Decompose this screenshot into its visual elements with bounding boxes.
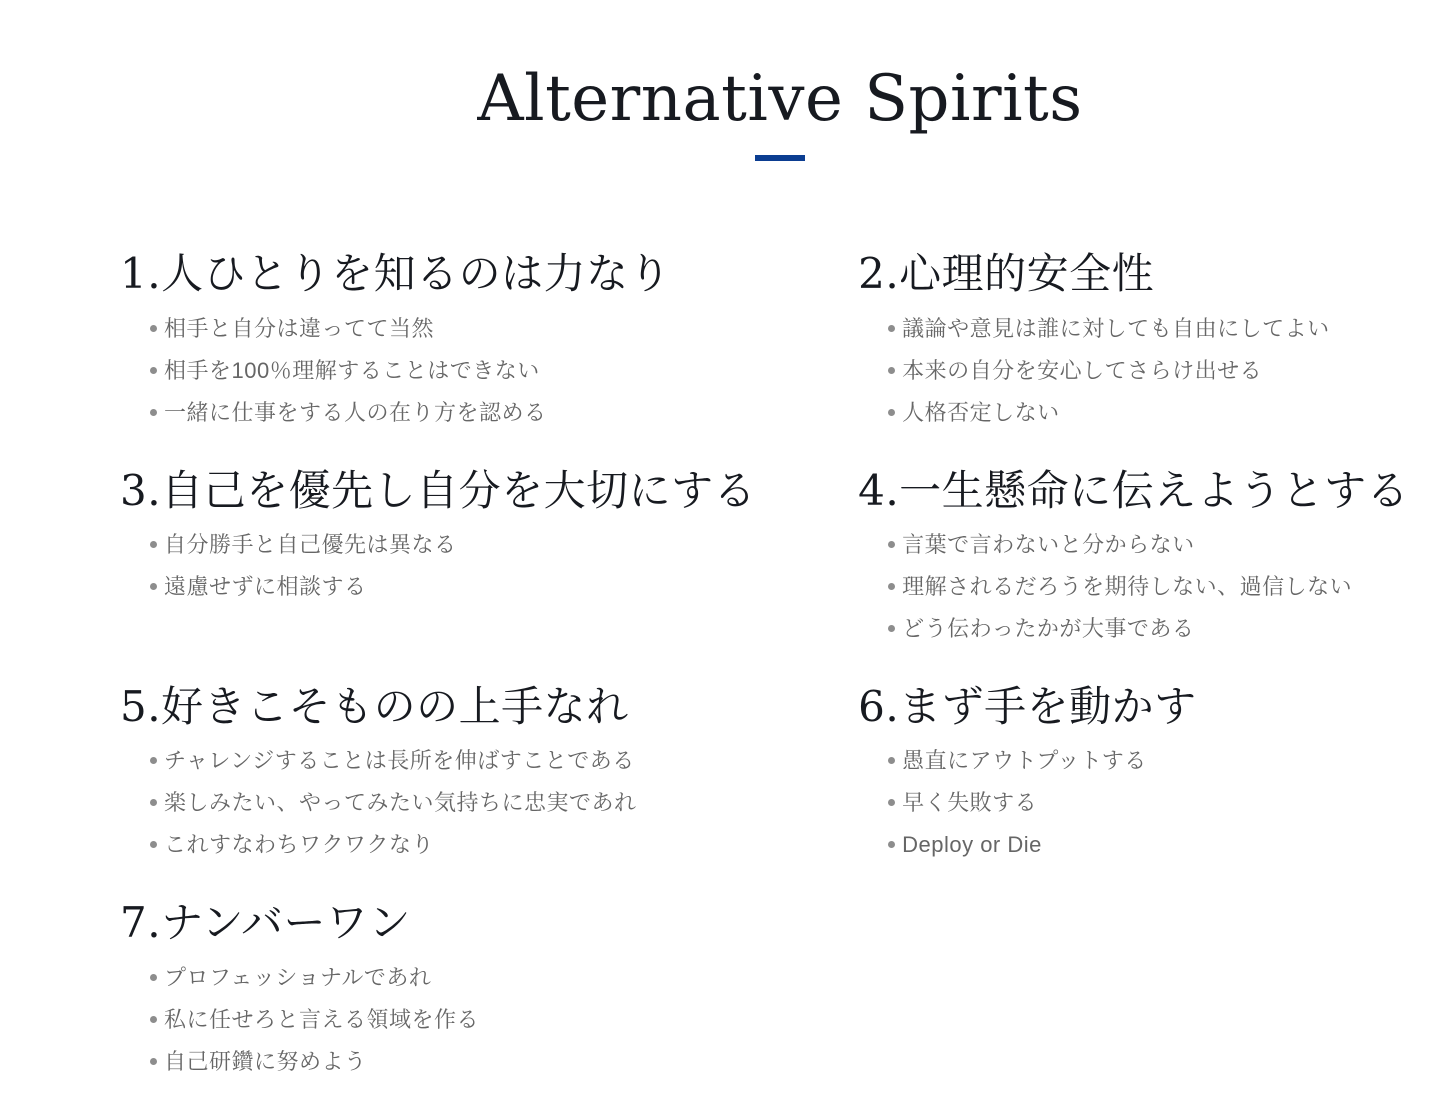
- bullet-dot-icon: [150, 799, 157, 806]
- principle-section: [120, 682, 756, 866]
- bullet-dot-icon: [150, 367, 157, 374]
- list-item: [150, 824, 756, 866]
- list-item: [150, 782, 756, 824]
- section-title: 好きこそものの上手なれ: [161, 681, 629, 731]
- list-item: [150, 999, 756, 1041]
- list-item-text: プロフェッショナルであれ: [164, 964, 432, 990]
- list-item: [150, 308, 756, 350]
- page-header: [0, 0, 1440, 161]
- principle-section: [120, 249, 756, 433]
- bullet-dot-icon: [888, 841, 895, 848]
- section-heading: [858, 682, 1409, 732]
- section-number: 1.: [120, 249, 162, 299]
- list-item: [150, 524, 756, 566]
- page-title: Alternative Spirits: [477, 62, 1083, 136]
- section-title: まず手を動かす: [899, 681, 1197, 731]
- bullet-dot-icon: [150, 325, 157, 332]
- list-item: [888, 740, 1409, 782]
- list-item: [888, 608, 1409, 650]
- principle-section: [858, 466, 1409, 650]
- list-item: [150, 1041, 756, 1083]
- section-number: 4.: [858, 465, 900, 515]
- section-title: 一生懸命に伝えようとする: [899, 465, 1410, 515]
- section-heading: [120, 249, 756, 299]
- bullet-dot-icon: [888, 409, 895, 416]
- bullet-dot-icon: [888, 757, 895, 764]
- bullet-dot-icon: [888, 625, 895, 632]
- principle-list: [858, 308, 1409, 434]
- list-item-text: 本来の自分を安心してさらけ出せる: [902, 357, 1263, 383]
- section-number: 3.: [120, 465, 162, 515]
- principle-section: [858, 249, 1409, 433]
- list-item-text: 自己研鑽に努めよう: [164, 1048, 367, 1074]
- bullet-dot-icon: [150, 541, 157, 548]
- list-item-text: 自分勝手と自己優先は異なる: [164, 531, 457, 557]
- list-item: [888, 782, 1409, 824]
- principle-section: [858, 682, 1409, 866]
- principle-list: [858, 740, 1409, 866]
- list-item-text: 遠慮せずに相談する: [164, 573, 367, 599]
- list-item: [888, 350, 1409, 392]
- bullet-dot-icon: [888, 325, 895, 332]
- bullet-dot-icon: [150, 1016, 157, 1023]
- bullet-dot-icon: [888, 583, 895, 590]
- section-number: 6.: [858, 681, 900, 731]
- bullet-dot-icon: [150, 757, 157, 764]
- section-heading: [120, 682, 756, 732]
- list-item: [888, 566, 1409, 608]
- bullet-dot-icon: [888, 367, 895, 374]
- list-item: [888, 392, 1409, 434]
- list-item-text: 早く失敗する: [902, 790, 1038, 816]
- list-item-text: 私に任せろと言える領域を作る: [164, 1006, 480, 1032]
- section-heading: [858, 249, 1409, 299]
- section-title: 人ひとりを知るのは力なり: [161, 249, 672, 299]
- section-heading: [120, 466, 756, 516]
- principle-list: [120, 524, 756, 608]
- list-item: [150, 350, 756, 392]
- list-item: [150, 392, 756, 434]
- title-accent-divider: [755, 155, 805, 161]
- principle-list: [120, 308, 756, 434]
- list-item: [888, 824, 1409, 866]
- list-item: [888, 308, 1409, 350]
- bullet-dot-icon: [150, 1058, 157, 1065]
- list-item-text: どう伝わったかが大事である: [902, 615, 1195, 641]
- list-item-text: 理解されるだろうを期待しない、過信しない: [902, 573, 1353, 599]
- section-heading: [120, 898, 756, 948]
- section-title: 自己を優先し自分を大切にする: [161, 465, 757, 515]
- principle-list: [858, 524, 1409, 650]
- list-item-text: 相手を100％理解することはできない: [164, 357, 540, 383]
- principle-section: [120, 466, 756, 650]
- section-heading: [858, 466, 1409, 516]
- list-item: [150, 740, 756, 782]
- list-item-text: 楽しみたい、やってみたい気持ちに忠実であれ: [164, 790, 637, 816]
- list-item-text: 言葉で言わないと分からない: [902, 531, 1195, 557]
- bullet-dot-icon: [150, 409, 157, 416]
- list-item-text: 人格否定しない: [902, 399, 1060, 425]
- section-number: 2.: [858, 249, 900, 299]
- bullet-dot-icon: [888, 799, 895, 806]
- list-item-text: Deploy or Die: [902, 832, 1042, 858]
- section-number: 5.: [120, 681, 162, 731]
- principle-list: [120, 957, 756, 1083]
- list-item-text: 愚直にアウトプットする: [902, 748, 1147, 774]
- principle-section: [120, 898, 756, 1082]
- list-item-text: 相手と自分は違ってて当然: [164, 315, 435, 341]
- principle-list: [120, 740, 756, 866]
- bullet-dot-icon: [150, 583, 157, 590]
- list-item: [150, 566, 756, 608]
- list-item-text: 議論や意見は誰に対しても自由にしてよい: [902, 315, 1330, 341]
- list-item-text: これすなわちワクワクなり: [164, 832, 435, 858]
- list-item-text: チャレンジすることは長所を伸ばすことである: [164, 748, 635, 774]
- bullet-dot-icon: [150, 841, 157, 848]
- principles-grid: [120, 249, 1410, 1083]
- bullet-dot-icon: [150, 974, 157, 981]
- bullet-dot-icon: [888, 541, 895, 548]
- list-item-text: 一緒に仕事をする人の在り方を認める: [164, 399, 547, 425]
- section-title: 心理的安全性: [899, 249, 1155, 299]
- list-item: [888, 524, 1409, 566]
- list-item: [150, 957, 756, 999]
- section-title: ナンバーワン: [161, 898, 412, 948]
- section-number: 7.: [120, 898, 162, 948]
